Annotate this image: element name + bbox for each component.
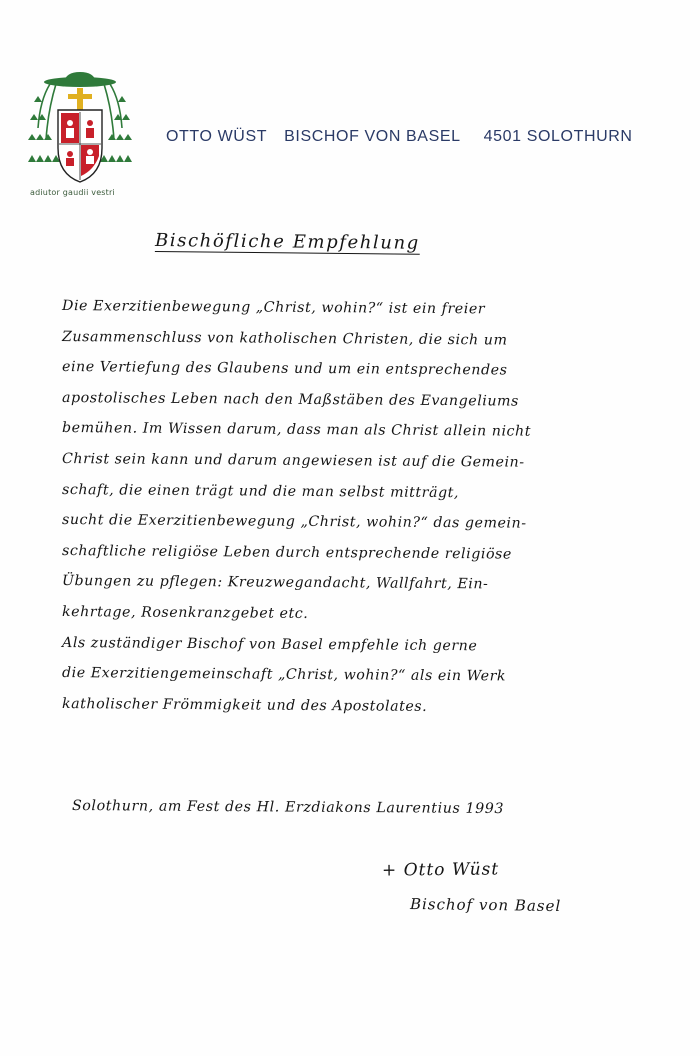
letterhead-name: OTTO WÜST: [166, 128, 268, 145]
signature: + Otto Wüst: [381, 859, 500, 881]
letter-line: bemühen. Im Wissen darum, dass man als Christ allein nicht: [61, 420, 532, 441]
crest-motto: adiutor gaudii vestri: [30, 188, 115, 197]
letter-body: [62, 298, 677, 726]
episcopal-coat-of-arms-icon: [28, 70, 132, 190]
letter-line: schaft, die einen trägt und die man selbst mitträgt,: [61, 481, 460, 501]
place-date: Solothurn, am Fest des Hl. Erzdiakons Laurentius 1993: [71, 798, 505, 818]
letter-line: katholischer Frömmigkeit und des Apostolates.: [61, 695, 428, 715]
letter-line: Übungen zu pflegen: Kreuzwegandacht, Wallfahrt, Ein-: [61, 573, 489, 593]
letter-line: eine Vertiefung des Glaubens und um ein entsprechendes: [61, 359, 508, 379]
letterhead-address: 4501 SOLOTHURN: [483, 128, 633, 145]
letterhead: [166, 128, 633, 146]
letter-line: Christ sein kann und darum angewiesen ist auf die Gemein-: [61, 450, 525, 471]
letter-line: Zusammenschluss von katholischen Christen, die sich um: [61, 328, 508, 349]
letter-line: Die Exerzitienbewegung „Christ, wohin?“ ist ein freier: [61, 298, 486, 318]
letter-line: apostolisches Leben nach den Maßstäben des Evangeliums: [61, 389, 519, 410]
letter-line: sucht die Exerzitienbewegung „Christ, wohin?“ das gemein-: [61, 512, 527, 532]
letter-line: kehrtage, Rosenkranzgebet etc.: [61, 603, 309, 622]
letter-heading: Bischöfliche Empfehlung: [154, 230, 420, 254]
signature-title: Bischof von Basel: [409, 894, 562, 916]
letter-line: die Exerzitiengemeinschaft „Christ, wohin?“ als ein Werk: [61, 665, 507, 685]
letter-line: Als zuständiger Bischof von Basel empfehle ich gerne: [61, 634, 478, 654]
letter-line: schaftliche religiöse Leben durch entsprechende religiöse: [61, 542, 512, 563]
letterhead-title: BISCHOF VON BASEL: [284, 128, 461, 145]
